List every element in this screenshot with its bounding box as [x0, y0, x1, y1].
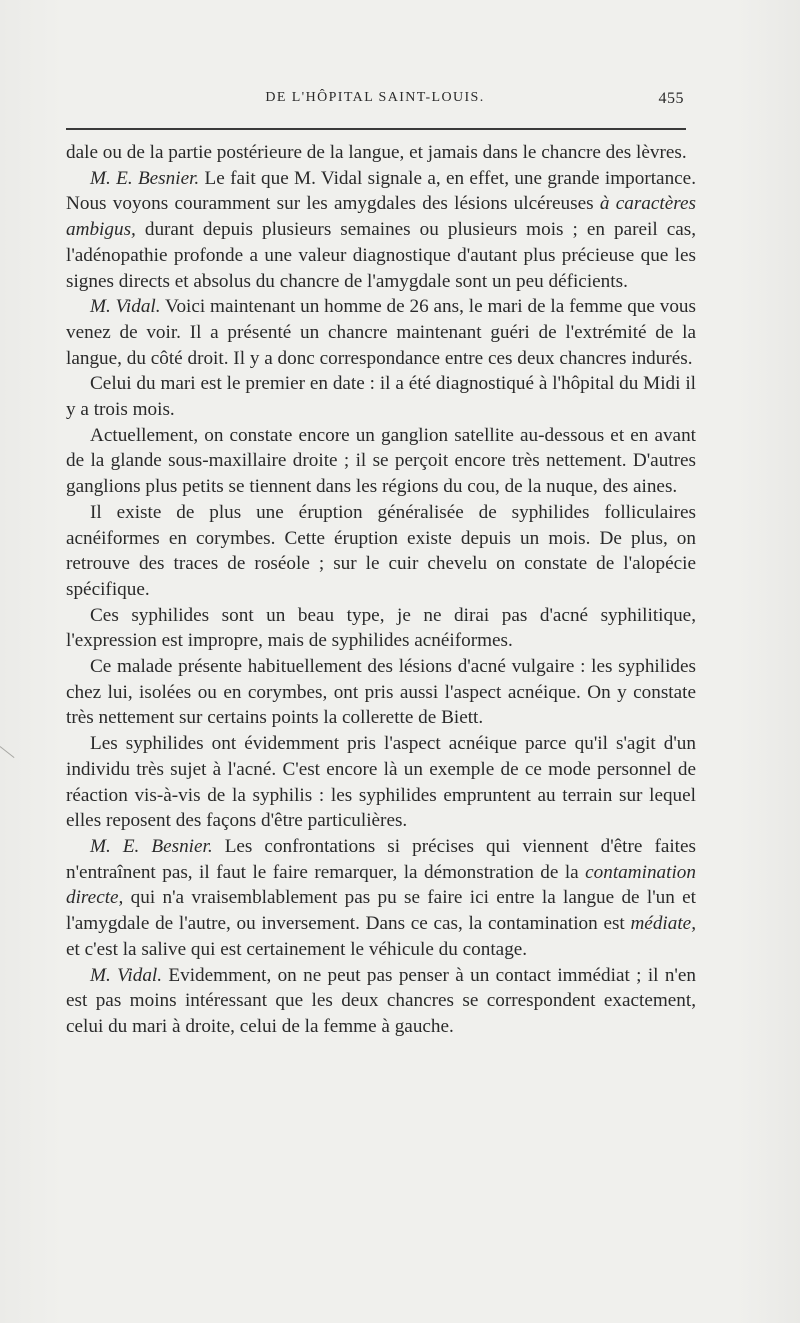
margin-mark — [0, 746, 14, 758]
paragraph-text: Il existe de plus une éruption généralisée de syphilides folliculaires acnéiformes en corymbes. Cette éruption existe depuis un mois. De plus, on retrouve des traces de roséole ; sur le cuir chevelu on constate de l'alopécie spécifique. — [66, 501, 696, 600]
paragraph — [66, 731, 696, 834]
speaker-name: M. E. Besnier. — [90, 167, 200, 189]
paragraph — [66, 500, 696, 603]
paragraph — [66, 654, 696, 731]
paragraph — [66, 834, 696, 963]
running-title: DE L'HÔPITAL SAINT-LOUIS. — [265, 90, 485, 105]
running-head — [66, 90, 684, 112]
italic-phrase: contamination directe, — [66, 861, 696, 909]
header-rule — [66, 128, 686, 130]
paragraph — [66, 166, 696, 295]
paragraph — [66, 963, 696, 1040]
paragraph-text: Evidemment, on ne peut pas penser à un contact immédiat ; il n'en est pas moins intéressant que les deux chancres se correspondent exactement, celui du mari à droite, celui de la femme à gauche. — [66, 964, 696, 1037]
italic-phrase: à caractères ambigus, — [66, 193, 696, 241]
paragraph — [66, 140, 696, 166]
paragraph-text: Ce malade présente habituellement des lésions d'acné vulgaire : les syphilides chez lui, isolées ou en corymbes, ont pris aussi l'aspect acnéique. On y constate très nettement sur certains points la collerette de Biett. — [66, 656, 696, 729]
paragraph-text: Ces syphilides sont un beau type, je ne dirai pas d'acné syphilitique, l'expression est impropre, mais de syphilides acnéiformes. — [66, 604, 696, 652]
paragraph — [66, 423, 696, 500]
speaker-name: M. E. Besnier. — [90, 835, 213, 857]
paragraph-text: Actuellement, on constate encore un ganglion satellite au-dessous et en avant de la glande sous-maxillaire droite ; il se perçoit encore très nettement. D'autres ganglions plus petits se tiennent dans les régions du cou, de la nuque, des aines. — [66, 424, 696, 498]
paragraph — [66, 603, 696, 654]
paragraph-text: qui n'a vraisemblablement pas pu se faire ici entre la langue de l'un et l'amygdale de l'autre, ou inversement. Dans ce cas, la contamination est — [66, 887, 696, 935]
page-number: 455 — [658, 90, 684, 107]
paragraph-text: dale ou de la partie postérieure de la langue, et jamais dans le chancre des lèvres. — [66, 142, 687, 163]
paragraph-text: et c'est la salive qui est certainement le véhicule du contage. — [66, 938, 528, 960]
body-text — [66, 140, 696, 1040]
paragraph-text: durant depuis plusieurs semaines ou plusieurs mois ; en pareil cas, l'adénopathie profonde a une valeur diagnostique d'autant plus précieuse que les signes directs et absolus du chancre de l'amygdale sont un peu déficients. — [66, 219, 696, 292]
paragraph — [66, 294, 696, 371]
italic-phrase: médiate, — [630, 913, 696, 935]
paragraph-text: Voici maintenant un homme de 26 ans, le mari de la femme que vous venez de voir. Il a présenté un chancre maintenant guéri de l'extrémité de la langue, du côté droit. Il y a donc correspondance entre ces deux chancres indurés. — [66, 296, 696, 369]
paragraph — [66, 371, 696, 422]
paragraph-text: Les syphilides ont évidemment pris l'aspect acnéique parce qu'il s'agit d'un individu très sujet à l'acné. C'est encore là un exemple de ce mode personnel de réaction vis-à-vis de la syphilis : les syphilides empruntent au terrain sur lequel elles reposent des façons d'être particulières. — [66, 733, 696, 832]
paragraph-text: Les confrontations si précises qui viennent d'être faites n'entraînent pas, il faut le faire remarquer, la démonstration de la — [66, 835, 696, 883]
paragraph-text: Le fait que M. Vidal signale a, en effet, une grande importance. Nous voyons couramment sur les amygdales des lésions ulcéreuses — [66, 167, 696, 215]
speaker-name: M. Vidal. — [90, 296, 161, 318]
speaker-name: M. Vidal. — [90, 964, 163, 986]
paragraph-text: Celui du mari est le premier en date : il a été diagnostiqué à l'hôpital du Midi il y a trois mois. — [66, 373, 696, 421]
